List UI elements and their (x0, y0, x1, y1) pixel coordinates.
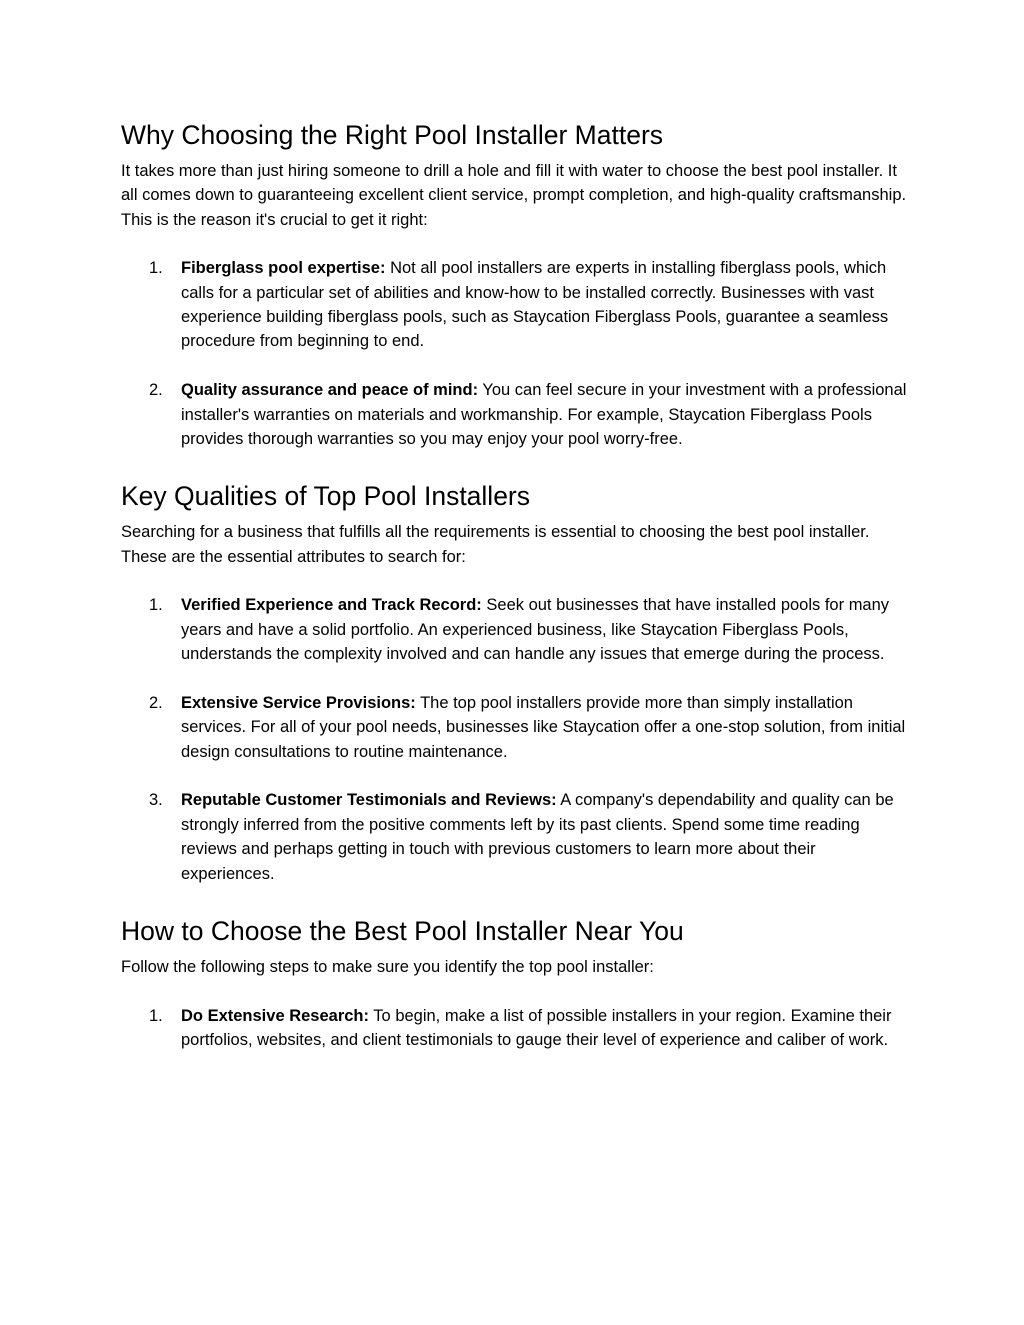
list-item-text: You can feel secure in your investment with a professional installer's warranties on materials and workmanship. For example, Staycation Fiberglass Pools provides thorough warranties so you may enjoy your pool worry-free. (181, 381, 907, 449)
section-intro: It takes more than just hiring someone to drill a hole and fill it with water to choose the best pool installer. It all comes down to guaranteeing excellent client service, prompt completion, and high-quality craftsmanship. This is the reason it's crucial to get it right: (121, 162, 907, 229)
list-item-number: 1. (149, 259, 163, 278)
list-item (121, 378, 911, 451)
list-item (121, 256, 911, 354)
list-item-lead: Do Extensive Research: (181, 1006, 370, 1025)
list-item-text: To begin, make a list of possible installers in your region. Examine their portfolios, websites, and client testimonials to gauge their level of experience and caliber of work. (181, 1006, 892, 1049)
list-item-number: 2. (149, 381, 163, 400)
list-item (121, 691, 911, 764)
list-item-number: 1. (149, 1006, 163, 1025)
numbered-list (121, 593, 911, 886)
section-heading: Key Qualities of Top Pool Installers (121, 481, 531, 512)
section-intro: Follow the following steps to make sure you identify the top pool installer: (121, 958, 654, 977)
list-item-lead: Extensive Service Provisions: (181, 693, 416, 712)
list-item-lead: Quality assurance and peace of mind: (181, 381, 479, 400)
list-item-lead: Fiberglass pool expertise: (181, 259, 386, 278)
list-item-number: 1. (149, 596, 163, 615)
list-item-number: 3. (149, 791, 163, 810)
numbered-list (121, 1004, 911, 1053)
list-item-text: Seek out businesses that have installed pools for many years and have a solid portfolio. An experienced business, like Staycation Fiberglass Pools, understands the complexity involved and can handle any issues that emerge during the process. (181, 596, 890, 664)
numbered-list (121, 256, 911, 451)
document-page (121, 118, 911, 1052)
list-item-lead: Reputable Customer Testimonials and Reviews: (181, 791, 557, 810)
list-item-text: Not all pool installers are experts in installing fiberglass pools, which calls for a particular set of abilities and know-how to be installed correctly. Businesses with vast experience building fiberglass pools, such as Staycation Fiberglass Pools, guarantee a seamless procedure from beginning to end. (181, 259, 889, 351)
section-intro: Searching for a business that fulfills all the requirements is essential to choosing the best pool installer. These are the essential attributes to search for: (121, 523, 870, 566)
list-item-text: The top pool installers provide more than simply installation services. For all of your pool needs, businesses like Staycation offer a one-stop solution, from initial design consultations to routine maintenance. (181, 693, 906, 761)
section-heading: How to Choose the Best Pool Installer Near You (121, 916, 684, 947)
list-item (121, 1004, 911, 1053)
list-item-number: 2. (149, 693, 163, 712)
list-item (121, 788, 911, 886)
list-item (121, 593, 911, 666)
list-item-text: A company's dependability and quality can be strongly inferred from the positive comments left by its past clients. Spend some time reading reviews and perhaps getting in touch with previous customers to learn more about their experiences. (181, 791, 894, 883)
list-item-lead: Verified Experience and Track Record: (181, 596, 482, 615)
section-heading: Why Choosing the Right Pool Installer Matters (121, 120, 664, 150)
